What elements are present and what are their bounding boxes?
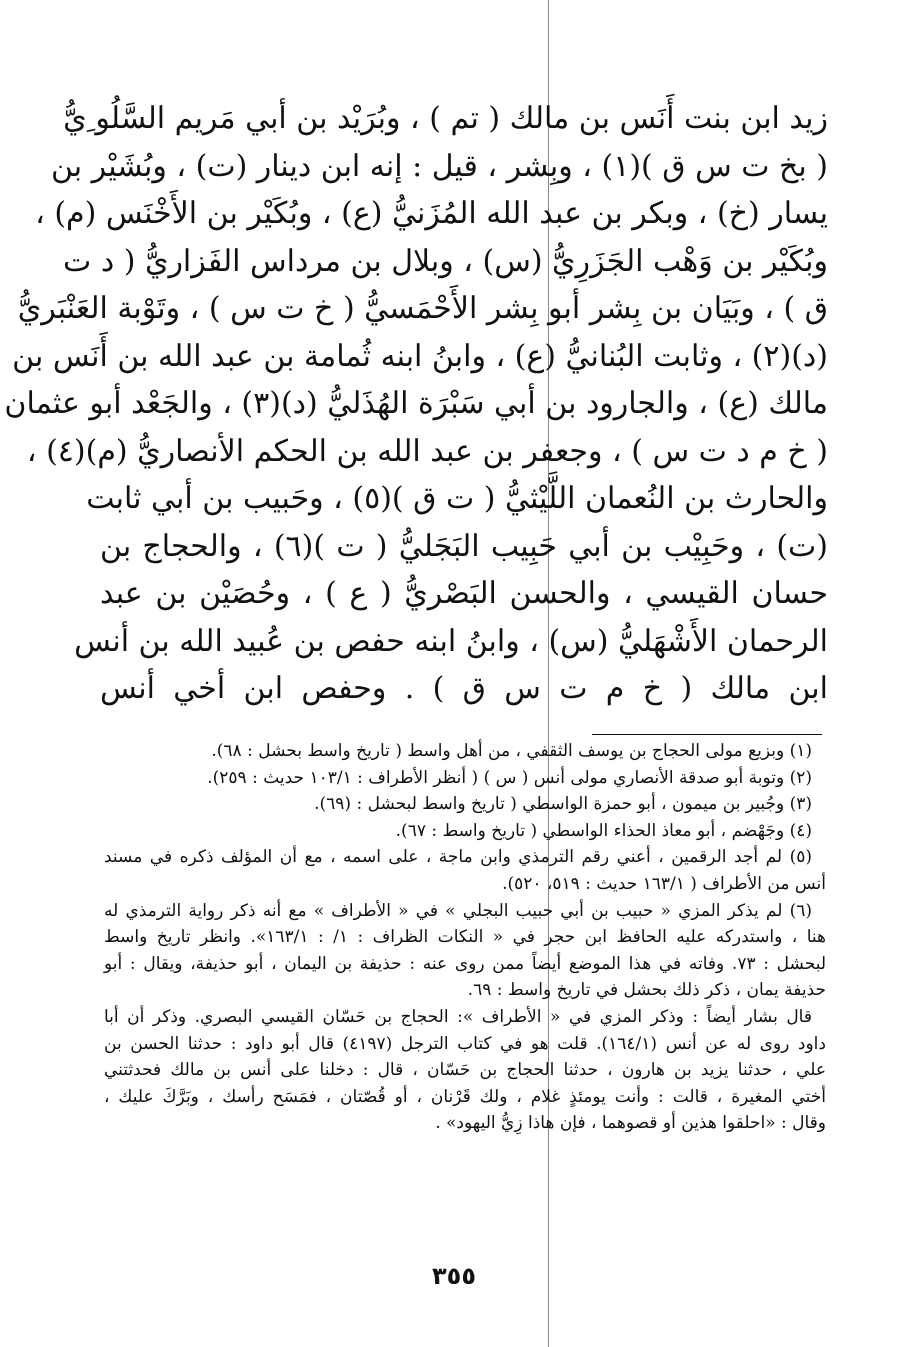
footnote-line: (١) وبزيع مولى الحجاج بن يوسف الثقفي ، من أهل واسط ( تاريخ واسط بحشل : ٦٨). bbox=[211, 741, 812, 761]
footnote-line: علي ، حدثنا يزيد بن هارون ، حدثنا الحجاج بن حَسّان ، قال : دخلنا على أنس بن مالك فحدثتني bbox=[104, 1060, 826, 1081]
footnote-line: حذيفة يمان ، ذكر ذلك بحشل في تاريخ واسط : ٦٩. bbox=[467, 980, 826, 1001]
main-text-line: والحارث بن النُعمان اللَّيْثيُّ ( ت ق )(٥) ، وحَبيب بن أبي ثابت bbox=[86, 481, 828, 516]
footnote-line: داود روى له عن أنس (١٦٤/١). قلت هو في كتاب الترجل (٤١٩٧) قال أبو داود : حدثنا الحسن بن bbox=[104, 1033, 826, 1054]
main-text-line: ابن مالك ( خ م ت س ق ) . وحفص ابن أخي أنس bbox=[100, 671, 828, 706]
main-text-line: الرحمان الأَشْهَليُّ (س) ، وابنُ ابنه حفص بن عُبيد الله بن أنس bbox=[74, 623, 828, 659]
main-text-line: مالك (ع) ، والجارود بن أبي سَبْرَة الهُذَليُّ (د)(٣) ، والجَعْد أبو عثمان bbox=[4, 386, 828, 421]
footnote-line: (٤) وجَهْضم ، أبو معاذ الحذاء الواسطي ( تاريخ واسط : ٦٧). bbox=[395, 820, 812, 841]
footnote-separator bbox=[592, 734, 822, 735]
main-text-line: يسار (خ) ، وبكر بن عبد الله المُزَنيُّ (ع) ، وبُكَيْر بن الأَخْنَس (م) ، bbox=[35, 196, 828, 231]
page-number: ٣٥٥ bbox=[432, 1262, 476, 1290]
footnote-line: لبحشل : ٧٣. وفاته في هذا الموضع أيضاً ممن روى عنه : حذيفة بن اليمان ، أبو حذيفة، ويقال : أبو bbox=[104, 953, 827, 974]
footnote-line: (٥) لم أجد الرقمين ، أعني رقم الترمذي وابن ماجة ، على اسمه ، مع أن المؤلف ذكره في مسند bbox=[104, 847, 812, 868]
main-text-line: ( خ م د ت س ) ، وجعفر بن عبد الله بن الحكم الأنصاريُّ (م)(٤) ، bbox=[26, 433, 828, 469]
footnotes-block bbox=[104, 738, 826, 1137]
footnote-line: (٢) وتوبة أبو صدقة الأنصاري مولى أنس ( س ) ( أنظر الأطراف : ١٠٣/١ حديث : ٢٥٩). bbox=[207, 767, 812, 788]
footnote-line: أنس من الأطراف ( ١٦٣/١ حديث : ٥١٩، ٥٢٠). bbox=[502, 873, 826, 894]
main-text-line: حسان القيسي ، والحسن البَصْريُّ ( ع ) ، وحُصَيْن بن عبد bbox=[100, 576, 828, 611]
main-text-line: وبُكَيْر بن وَهْب الجَزَرِيُّ (س) ، وبلال بن مرداس الفَزاريُّ ( د ت bbox=[63, 243, 828, 279]
main-text-line: (ت) ، وحَبِيْب بن أبي حَبِيب البَجَليُّ ( ت )(٦) ، والحجاج بن bbox=[100, 528, 828, 564]
footnote-line: أختي المغيرة ، قالت : وأنت يومئذٍ غلام ، ولك قَرْنان ، أو قُصّتان ، فمَسَح رأسك ، وبَرَّكَ عليك ، bbox=[104, 1086, 826, 1107]
main-text-line: زيد ابن بنت أَنَس بن مالك ( تم ) ، وبُرَيْد بن أبي مَريم السَّلُو ِيُّ bbox=[63, 101, 828, 136]
main-text-block bbox=[4, 95, 828, 713]
footnote-line: (٦) لم يذكر المزي « حبيب بن أبي حبيب البجلي » في « الأطراف » مع أنه ذكر رواية الترمذي له bbox=[104, 900, 812, 921]
main-text-line: ق ) ، وبَيَان بن بِشر أبو بِشر الأَحْمَسيُّ ( خ ت س ) ، وتَوْبة العَنْبَريُّ bbox=[17, 291, 828, 326]
footnote-line: قال بشار أيضاً : وذكر المزي في « الأطراف »: الحجاج بن حَسّان القيسي البصري. وذكر أن أبا bbox=[104, 1006, 812, 1027]
footnote-line: هنا ، واستدركه عليه الحافظ ابن حجر في « النكات الظراف : ١/ : ١٦٣/١». وانظر تاريخ واسط bbox=[104, 927, 827, 948]
footnote-line: (٣) وجُبير بن ميمون ، أبو حمزة الواسطي ( تاريخ واسط لبحشل : (٦٩). bbox=[314, 794, 812, 815]
main-text-line: (د)(٢) ، وثابت البُنانيُّ (ع) ، وابنُ ابنه ثُمامة بن عبد الله بن أَنَس بن bbox=[12, 338, 828, 374]
footnote-line: وقال : «احلقوا هذين أو قصوهما ، فإن هاذا زِيُّ اليهود» . bbox=[435, 1113, 826, 1134]
main-text-line: ( بخ ت س ق )(١) ، وبِشر ، قيل : إنه ابن دينار (ت) ، وبُشَيْر بن bbox=[50, 148, 828, 184]
